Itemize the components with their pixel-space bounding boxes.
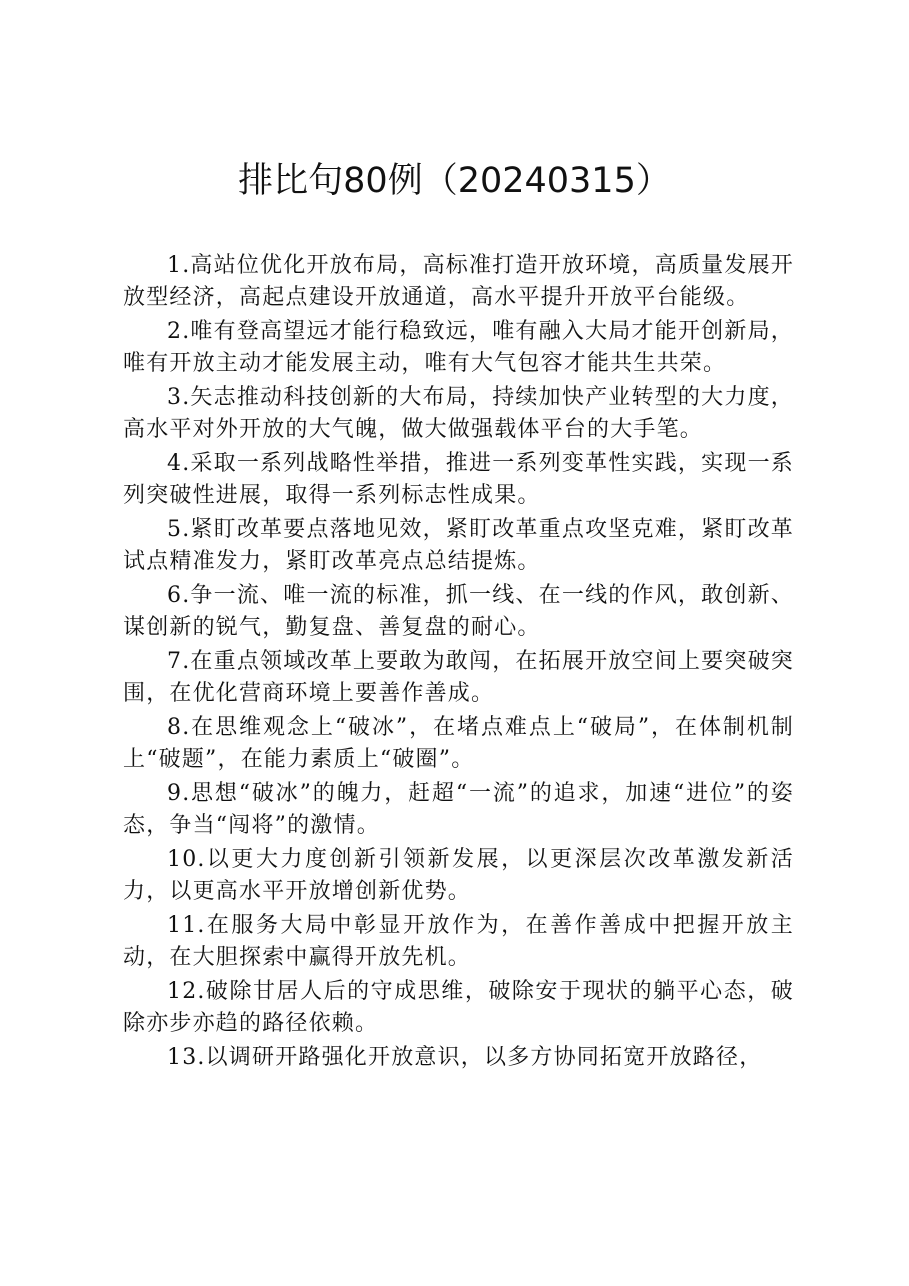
paragraph-1: 1.高站位优化开放布局，高标准打造开放环境，高质量发展开放型经济，高起点建设开放通道，高水平提升开放平台能级。 <box>123 253 794 310</box>
paragraph-5: 5.紧盯改革要点落地见效，紧盯改革重点攻坚克难，紧盯改革试点精准发力，紧盯改革亮点总结提炼。 <box>123 517 794 574</box>
document-body <box>123 250 794 1076</box>
paragraph-11: 11.在服务大局中彰显开放作为，在善作善成中把握开放主动，在大胆探索中赢得开放先机。 <box>123 913 794 970</box>
paragraph-12: 12.破除甘居人后的守成思维，破除安于现状的躺平心态，破除亦步亦趋的路径依赖。 <box>123 979 794 1036</box>
paragraph-9: 9.思想“破冰”的魄力，赶超“一流”的追求，加速“进位”的姿态，争当“闯将”的激情。 <box>123 781 794 838</box>
paragraph-13: 13.以调研开路强化开放意识，以多方协同拓宽开放路径， <box>167 1045 763 1070</box>
paragraph-4: 4.采取一系列战略性举措，推进一系列变革性实践，实现一系列突破性进展，取得一系列标志性成果。 <box>123 451 794 508</box>
paragraph-3: 3.矢志推动科技创新的大布局，持续加快产业转型的大力度，高水平对外开放的大气魄，做大做强载体平台的大手笔。 <box>123 385 794 442</box>
paragraph-10: 10.以更大力度创新引领新发展，以更深层次改革激发新活力，以更高水平开放增创新优势。 <box>123 847 794 904</box>
paragraph-2: 2.唯有登高望远才能行稳致远，唯有融入大局才能开创新局，唯有开放主动才能发展主动，唯有大气包容才能共生共荣。 <box>123 319 794 376</box>
document-title: 排比句80例（20240315） <box>238 161 671 201</box>
paragraph-7: 7.在重点领域改革上要敢为敢闯，在拓展开放空间上要突破突围，在优化营商环境上要善作善成。 <box>123 649 794 706</box>
paragraph-8: 8.在思维观念上“破冰”，在堵点难点上“破局”，在体制机制上“破题”，在能力素质上“破圈”。 <box>123 715 794 772</box>
paragraph-6: 6.争一流、唯一流的标准，抓一线、在一线的作风，敢创新、谋创新的锐气，勤复盘、善复盘的耐心。 <box>123 583 794 640</box>
